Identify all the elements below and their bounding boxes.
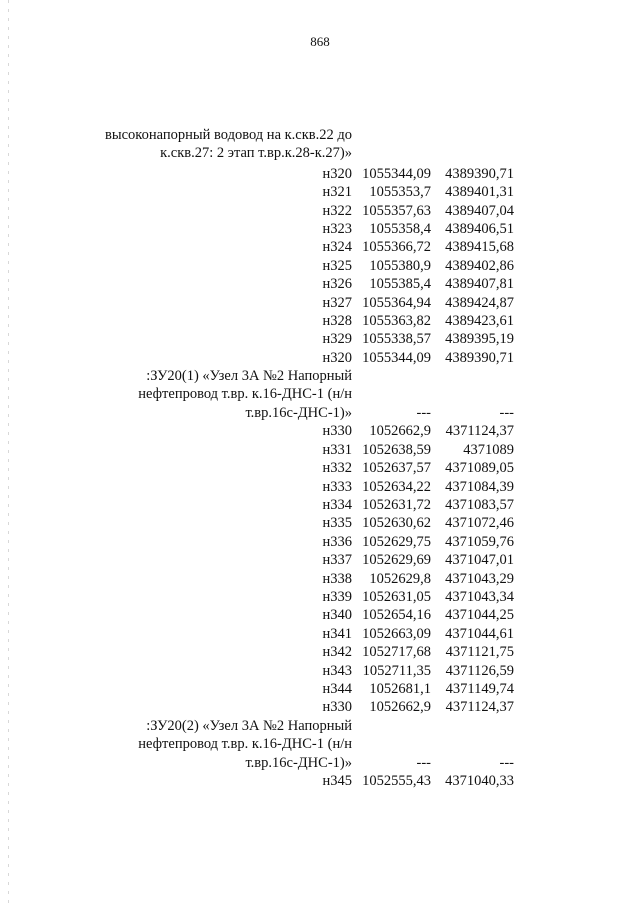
coord-y: 4371089 xyxy=(463,441,514,458)
coord-x: 1052654,16 xyxy=(362,607,431,624)
coordinate-row xyxy=(0,551,640,569)
coord-x: 1052629,75 xyxy=(362,533,431,550)
point-id: н325 xyxy=(322,257,352,274)
coord-y: 4389401,31 xyxy=(445,184,514,201)
point-id: н336 xyxy=(322,533,352,550)
coord-y: 4371121,75 xyxy=(445,644,514,661)
coord-x: 1052717,68 xyxy=(362,644,431,661)
coordinate-row xyxy=(0,625,640,643)
section-heading-line: нефтепровод т.вр. к.16-ДНС-1 (н/н xyxy=(138,735,352,752)
point-id: н332 xyxy=(322,460,352,477)
coord-y: 4371044,61 xyxy=(445,625,514,642)
coord-x: 1052681,1 xyxy=(369,681,431,697)
point-id: н329 xyxy=(322,331,352,348)
point-id: н320 xyxy=(322,165,352,182)
point-id: н322 xyxy=(322,202,352,219)
coord-y: 4389402,86 xyxy=(445,257,514,274)
coord-y: 4371089,05 xyxy=(445,460,514,477)
coordinate-row xyxy=(0,588,640,606)
point-id: н341 xyxy=(322,625,352,642)
coordinate-row xyxy=(0,275,640,293)
page-number: 868 xyxy=(310,34,330,49)
coord-y: 4371126,59 xyxy=(445,662,514,679)
dash-y: --- xyxy=(499,754,514,771)
coordinate-row xyxy=(0,220,640,238)
section-heading xyxy=(70,126,352,162)
coord-y: 4389407,04 xyxy=(445,202,514,219)
section-heading-dash-row xyxy=(0,754,640,772)
point-id: н334 xyxy=(322,497,352,513)
section-heading xyxy=(70,367,352,403)
coordinate-row xyxy=(0,680,640,698)
coord-y: 4371124,37 xyxy=(445,699,514,716)
coord-y: 4389395,19 xyxy=(445,331,514,348)
coord-y: 4389424,87 xyxy=(445,294,514,311)
section-heading-line: :ЗУ20(1) «Узел 3А №2 Напорный xyxy=(146,368,352,385)
point-id: н324 xyxy=(322,239,352,256)
section-heading-line: :ЗУ20(2) «Узел 3А №2 Напорный xyxy=(146,717,352,734)
section-heading-line: нефтепровод т.вр. к.16-ДНС-1 (н/н xyxy=(138,386,352,403)
dash-y: --- xyxy=(499,405,514,421)
coord-x: 1052662,9 xyxy=(369,423,431,440)
coord-x: 1052662,9 xyxy=(369,699,431,716)
point-id: н327 xyxy=(322,294,352,311)
point-id: н326 xyxy=(322,276,352,293)
coord-x: 1055357,63 xyxy=(362,202,431,219)
coord-y: 4371084,39 xyxy=(445,478,514,495)
coord-x: 1052630,62 xyxy=(362,515,431,532)
coord-x: 1052555,43 xyxy=(362,773,431,789)
coord-x: 1055366,72 xyxy=(362,239,431,256)
point-id: н321 xyxy=(322,184,352,201)
coordinate-row xyxy=(0,606,640,624)
coord-x: 1052629,69 xyxy=(362,552,431,569)
point-id: н320 xyxy=(322,349,352,366)
coordinate-row xyxy=(0,514,640,532)
coordinate-row xyxy=(0,330,640,348)
point-id: н340 xyxy=(322,607,352,624)
coordinate-row xyxy=(0,643,640,661)
coordinate-row xyxy=(0,459,640,477)
coordinate-row xyxy=(0,183,640,201)
section-heading-line: т.вр.16с-ДНС-1)» xyxy=(245,754,352,771)
coord-y: 4371149,74 xyxy=(445,681,514,697)
coordinate-row xyxy=(0,202,640,220)
coordinate-row xyxy=(0,257,640,275)
point-id: н323 xyxy=(322,221,352,237)
point-id: н345 xyxy=(322,773,352,789)
point-id: н333 xyxy=(322,478,352,495)
section-heading-line: высоконапорный водовод на к.скв.22 до xyxy=(105,127,352,143)
coord-x: 1052638,59 xyxy=(362,441,431,458)
section-heading-line: к.скв.27: 2 этап т.вр.к.28-к.27)» xyxy=(160,145,352,161)
coord-x: 1055364,94 xyxy=(362,294,431,311)
coordinate-row xyxy=(0,570,640,588)
coordinate-row xyxy=(0,533,640,551)
coord-x: 1055385,4 xyxy=(369,276,431,293)
coordinate-row xyxy=(0,238,640,256)
coord-x: 1055353,7 xyxy=(369,184,431,201)
coordinate-row xyxy=(0,312,640,330)
coord-y: 4389415,68 xyxy=(445,239,514,256)
coord-x: 1052631,05 xyxy=(362,589,431,605)
point-id: н330 xyxy=(322,423,352,440)
dash-x: --- xyxy=(416,405,431,421)
coordinate-row xyxy=(0,662,640,680)
coord-y: 4371044,25 xyxy=(445,607,514,624)
coordinate-row xyxy=(0,294,640,312)
point-id: н330 xyxy=(322,699,352,716)
point-id: н337 xyxy=(322,552,352,569)
coord-y: 4371043,34 xyxy=(445,589,514,605)
coordinate-row xyxy=(0,698,640,716)
coord-x: 1055344,09 xyxy=(362,165,431,182)
point-id: н342 xyxy=(322,644,352,661)
coord-x: 1052637,57 xyxy=(362,460,431,477)
coord-y: 4371124,37 xyxy=(445,423,514,440)
coord-x: 1055358,4 xyxy=(369,221,431,237)
coord-y: 4371083,57 xyxy=(445,497,514,513)
section-heading-dash-row xyxy=(0,404,640,422)
coord-y: 4389407,81 xyxy=(445,276,514,293)
coord-y: 4389390,71 xyxy=(445,349,514,366)
coord-x: 1052663,09 xyxy=(362,625,431,642)
point-id: н343 xyxy=(322,662,352,679)
coord-x: 1055338,57 xyxy=(362,331,431,348)
coordinate-row xyxy=(0,478,640,496)
coordinate-row xyxy=(0,496,640,514)
coord-y: 4371047,01 xyxy=(445,552,514,569)
coord-y: 4389406,51 xyxy=(445,221,514,237)
coord-y: 4371040,33 xyxy=(445,773,514,789)
coord-x: 1052631,72 xyxy=(362,497,431,513)
coordinate-row xyxy=(0,772,640,790)
coord-y: 4371059,76 xyxy=(445,533,514,550)
point-id: н335 xyxy=(322,515,352,532)
coord-y: 4371072,46 xyxy=(445,515,514,532)
point-id: н344 xyxy=(322,681,352,697)
dash-x: --- xyxy=(416,754,431,771)
coordinate-row xyxy=(0,422,640,440)
point-id: н328 xyxy=(322,313,352,329)
coord-y: 4389423,61 xyxy=(445,313,514,329)
coord-x: 1052711,35 xyxy=(362,662,431,679)
coord-x: 1055363,82 xyxy=(362,313,431,329)
coord-x: 1055380,9 xyxy=(369,257,431,274)
coord-x: 1055344,09 xyxy=(362,349,431,366)
point-id: н338 xyxy=(322,570,352,587)
coord-x: 1052634,22 xyxy=(362,478,431,495)
coord-y: 4389390,71 xyxy=(445,165,514,182)
coordinate-row xyxy=(0,441,640,459)
coordinate-row xyxy=(0,349,640,367)
point-id: н339 xyxy=(322,589,352,605)
point-id: н331 xyxy=(322,441,352,458)
coord-y: 4371043,29 xyxy=(445,570,514,587)
coordinate-row xyxy=(0,165,640,183)
coord-x: 1052629,8 xyxy=(369,570,431,587)
section-heading-line: т.вр.16с-ДНС-1)» xyxy=(245,405,352,421)
section-heading xyxy=(70,717,352,753)
